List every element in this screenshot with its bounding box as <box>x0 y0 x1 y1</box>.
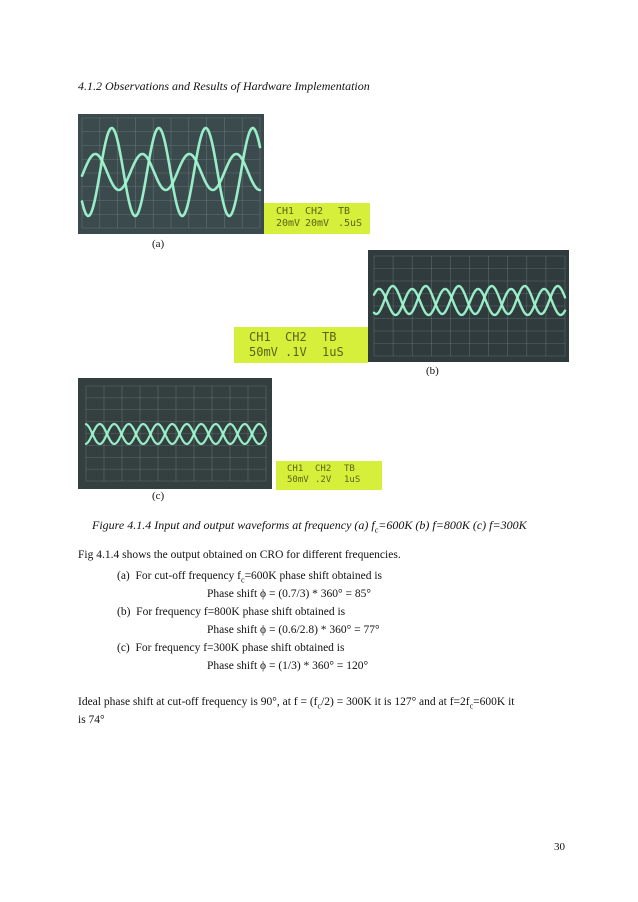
panel-label-b: (b) <box>426 365 439 377</box>
lcd-ch2-label: CH2 <box>315 464 332 474</box>
lcd-tb-value: .5uS <box>338 218 363 229</box>
intro-paragraph: Fig 4.1.4 shows the output obtained on CRO for different frequencies. <box>78 549 401 561</box>
lcd-ch2-value: .1V <box>285 345 307 359</box>
lcd-ch2-value: .2V <box>315 475 332 485</box>
formula-b: Phase shift ϕ = (0.6/2.8) * 360° = 77° <box>207 624 380 636</box>
lcd-ch2-value: 20mV <box>305 218 330 229</box>
conclusion-line-1: Ideal phase shift at cut-off frequency is 90°, at $f = (f_c/2) = 300K$ it is 127° and at $f=2f_c=600K$ it <box>78 696 515 711</box>
lcd-ch1-label: CH1 <box>276 206 295 217</box>
lcd-ch1-label: CH1 <box>287 464 304 474</box>
list-item-c: (c) For frequency f=300K phase shift obtained is <box>117 642 345 654</box>
oscilloscope-screen-c <box>78 378 272 489</box>
lcd-tb-label: TB <box>338 206 351 217</box>
oscilloscope-screen-b <box>368 250 569 362</box>
section-heading: 4.1.2 Observations and Results of Hardware Implementation <box>78 79 370 93</box>
list-item-b: (b) For frequency f=800K phase shift obtained is <box>117 606 346 618</box>
lcd-ch2-label: CH2 <box>285 330 307 344</box>
lcd-readout-b <box>234 327 368 363</box>
page-number: 30 <box>554 841 565 853</box>
lcd-tb-label: TB <box>322 330 337 344</box>
figure-caption: Figure 4.1.4 Input and output waveforms at frequency (a) $f_c=600K$ (b) f=800K (c) f=300K <box>92 518 527 535</box>
lcd-ch1-label: CH1 <box>249 330 271 344</box>
lcd-readout-c <box>276 461 382 490</box>
lcd-tb-value: 1uS <box>322 345 344 359</box>
lcd-ch1-value: 50mV <box>249 345 278 359</box>
formula-c: Phase shift ϕ = (1/3) * 360° = 120° <box>207 660 369 672</box>
lcd-tb-label: TB <box>344 464 355 474</box>
conclusion-line-2: is 74° <box>78 714 105 726</box>
panel-label-a: (a) <box>152 238 165 250</box>
formula-a: Phase shift ϕ = (0.7/3) * 360° = 85° <box>207 588 371 600</box>
lcd-readout-a <box>264 203 370 234</box>
lcd-ch1-value: 50mV <box>287 475 309 485</box>
oscilloscope-screen-a <box>78 114 264 234</box>
list-item-a: (a) For cut-off frequency $f_c=600K$ phase shift obtained is <box>117 570 383 585</box>
lcd-tb-value: 1uS <box>344 475 361 485</box>
lcd-ch2-label: CH2 <box>305 206 324 217</box>
lcd-ch1-value: 20mV <box>276 218 301 229</box>
panel-label-c: (c) <box>152 490 165 502</box>
